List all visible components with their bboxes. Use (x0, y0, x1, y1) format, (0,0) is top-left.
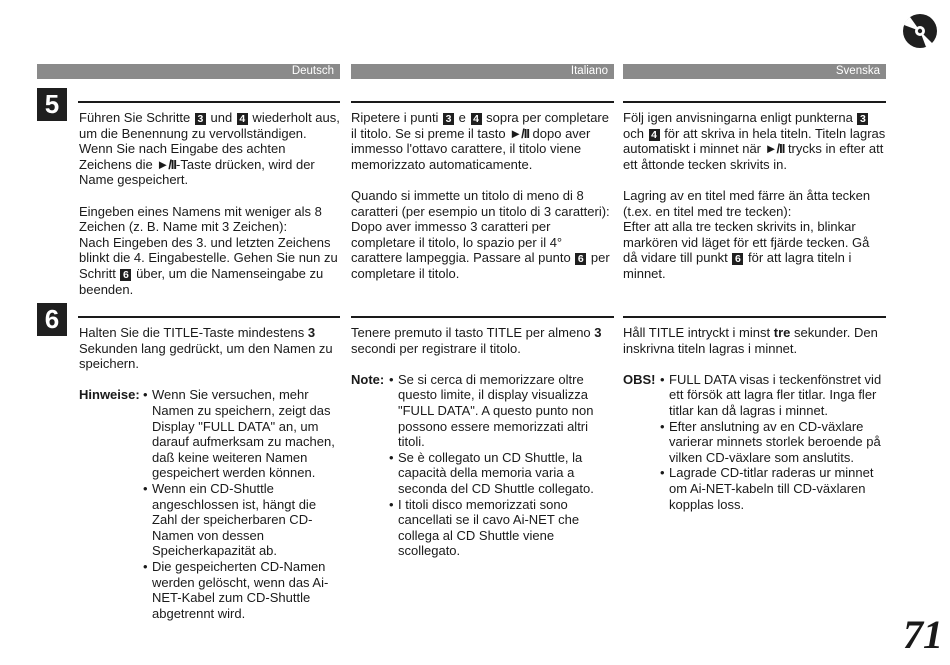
language-header-sv: Svenska (623, 64, 886, 79)
step6-rule-sv (623, 316, 886, 318)
note-item: • Se è collegato un CD Shuttle, la capacità della memoria varia a seconda del CD Shuttle collegato. (389, 450, 614, 497)
step6-text-sv (623, 325, 886, 512)
note-item: • FULL DATA visas i teckenfönstret vid ett försök att lagra fler titlar. Inga fler titlar kan då lagras i minnet. (660, 372, 886, 419)
note-item: • Die gespeicherten CD-Namen werden gelöscht, wenn das Ai-NET-Kabel zum CD-Shuttle abgetrennt wird. (143, 559, 341, 621)
note-item: • Efter anslutning av en CD-växlare varierar minnets storlek beroende på vilken CD-växlare som anslutits. (660, 419, 886, 466)
note-label: OBS! (623, 371, 656, 387)
language-header-it: Italiano (351, 64, 614, 79)
cd-disc-icon (902, 13, 938, 49)
step6-sv-paragraph-1: Håll TITLE intryckt i minst tre sekunder. Den inskrivna titeln lagras i minnet. (623, 325, 878, 356)
step5-sv-paragraph-1: Följ igen anvisningarna enligt punkterna 3 och 4 för att skriva in hela titeln. Titeln lagras automatiskt i minnet när ►/II trycks in efter att ett åttonde tecken skrivits in. (623, 110, 886, 172)
step-ref-6: 6 (575, 253, 586, 265)
note-item: • Se si cerca di memorizzare oltre questo limite, il display visualizza "FULL DATA". A questo punto non possono essere memorizzati altri titoli. (389, 372, 614, 450)
step6-rule-de (78, 316, 340, 318)
note-item: • Wenn ein CD-Shuttle angeschlossen ist, hängt die Zahl der speicherbaren CD-Namen von dessen Speicherkapazität ab. (143, 481, 341, 559)
step-ref-3: 3 (443, 113, 454, 125)
step5-rule-it (351, 101, 614, 103)
step5-it-paragraph-1: Ripetere i punti 3 e 4 sopra per completare il titolo. Se si preme il tasto ►/II dopo aver immesso l'ottavo carattere, il titolo viene memorizzato automaticamente. (351, 110, 609, 172)
step5-text-sv (623, 110, 886, 282)
step-number-6: 6 (37, 303, 67, 336)
step-number-5: 5 (37, 88, 67, 121)
step-ref-4: 4 (471, 113, 482, 125)
step5-sv-paragraph-2: Lagring av en titel med färre än åtta tecken (t.ex. en titel med tre tecken): Efter att alla tre tecken skrivits in, blinkar markören vid läget för ett fjärde tecken. Gå då vidare till punkt 6 för att lagra titeln i minnet. (623, 187, 871, 281)
step6-it-paragraph-1: Tenere premuto il tasto TITLE per almeno 3 secondi per registrare il titolo. (351, 325, 602, 356)
step5-it-paragraph-2: Quando si immette un titolo di meno di 8 caratteri (per esempio un titolo di 3 caratteri): Dopo aver immesso 3 caratteri per completare il titolo, lo spazio per il 4° carattere lampeggia. Passare al punto 6 per completare il titolo. (351, 187, 610, 281)
step6-de-paragraph-1: Halten Sie die TITLE-Taste mindestens 3 Sekunden lang gedrückt, um den Namen zu speichern. (79, 325, 333, 372)
step5-text-de (79, 110, 341, 297)
language-header-de: Deutsch (37, 64, 340, 79)
step6-it-notes (351, 372, 614, 559)
note-label: Hinweise: (79, 387, 140, 403)
step5-de-paragraph-2: Eingeben eines Namens mit weniger als 8 Zeichen (z. B. Name mit 3 Zeichen): Nach Eingeben des 3. und letzten Zeichens blinkt die 4. Eingabestelle. Gehen Sie nun zu Schritt 6 über, um die Namenseingabe zu beenden. (79, 203, 338, 297)
step-ref-3: 3 (195, 113, 206, 125)
page-number: 71 (903, 612, 943, 657)
step6-text-de (79, 325, 341, 621)
step-ref-3: 3 (857, 113, 868, 125)
step6-sv-notes (623, 372, 886, 512)
step6-text-it (351, 325, 614, 559)
step-ref-4: 4 (237, 113, 248, 125)
step5-de-paragraph-1: Führen Sie Schritte 3 und 4 wiederholt aus, um die Benennung zu vervollständigen. Wenn Sie nach Eingabe des achten Zeichens die ►/II-Taste drücken, wird der Name gespeichert. (79, 110, 340, 188)
play-pause-symbol: ►/II (509, 125, 529, 141)
play-pause-symbol: ►/II (156, 156, 177, 172)
step6-rule-it (351, 316, 614, 318)
step-ref-4: 4 (649, 129, 660, 141)
step6-de-notes (79, 387, 341, 621)
play-pause-symbol: ►/II (764, 141, 785, 157)
step-ref-6: 6 (732, 253, 743, 265)
step5-text-it (351, 110, 614, 282)
note-item: • Wenn Sie versuchen, mehr Namen zu speichern, zeigt das Display "FULL DATA" an, um darauf aufmerksam zu machen, daß keine weiteren Namen gespeichert werden können. (143, 387, 341, 481)
step5-rule-sv (623, 101, 886, 103)
step-ref-6: 6 (120, 269, 131, 281)
note-item: • Lagrade CD-titlar raderas ur minnet om Ai-NET-kabeln till CD-växlaren kopplas loss. (660, 465, 886, 512)
note-item: • I titoli disco memorizzati sono cancellati se il cavo Ai-NET che collega al CD Shuttle viene scollegato. (389, 497, 614, 559)
step5-rule-de (78, 101, 340, 103)
note-label: Note: (351, 371, 385, 387)
